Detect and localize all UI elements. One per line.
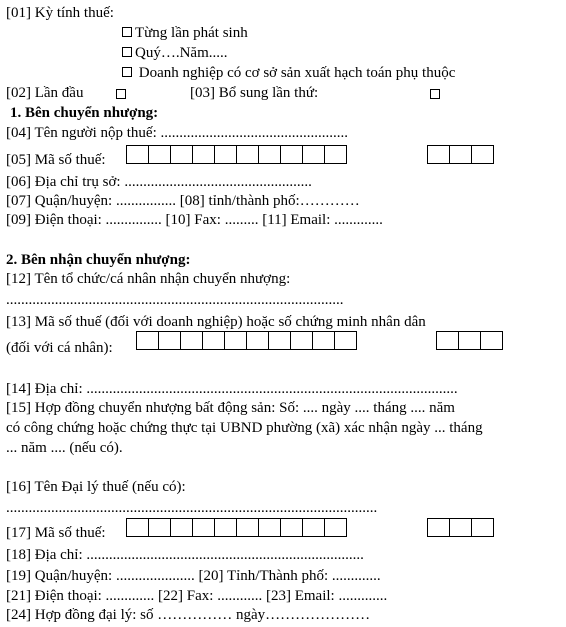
- digit-box[interactable]: [192, 145, 215, 164]
- digit-box[interactable]: [158, 331, 181, 350]
- digit-box[interactable]: [148, 518, 171, 537]
- agent-address-field[interactable]: [18] Địa chỉ: ..........................................................................: [6, 547, 364, 563]
- contract-line1[interactable]: [15] Hợp đồng chuyển nhượng bất động sản: Số: .... ngày .... tháng .... năm: [6, 400, 455, 416]
- checkbox-quarter-year[interactable]: [122, 47, 132, 57]
- agent-contacts-field[interactable]: [21] Điện thoại: ............. [22] Fax: ............ [23] Email: .............: [6, 588, 388, 604]
- checkbox-dependent[interactable]: [122, 67, 132, 77]
- digit-box[interactable]: [214, 145, 237, 164]
- transferee-id-boxes[interactable]: [136, 331, 357, 350]
- agent-tax-code-branch-boxes[interactable]: [427, 518, 494, 537]
- transferee-id-label-line2: (đối với cá nhân):: [6, 340, 113, 356]
- digit-box[interactable]: [427, 518, 450, 537]
- contract-line2[interactable]: có công chứng hoặc chứng thực tại UBND phường (xã) xác nhận ngày ... tháng: [6, 420, 483, 436]
- digit-box[interactable]: [214, 518, 237, 537]
- digit-box[interactable]: [449, 518, 472, 537]
- option-quarter-year-label: Quý….Năm.....: [135, 45, 228, 61]
- digit-box[interactable]: [458, 331, 481, 350]
- digit-box[interactable]: [302, 518, 325, 537]
- digit-box[interactable]: [180, 331, 203, 350]
- digit-box[interactable]: [334, 331, 357, 350]
- agent-tax-code-label: [17] Mã số thuế:: [6, 525, 106, 541]
- digit-box[interactable]: [449, 145, 472, 164]
- first-time-label: [02] Lần đầu: [6, 85, 84, 101]
- digit-box[interactable]: [258, 145, 281, 164]
- digit-box[interactable]: [258, 518, 281, 537]
- option-dependent[interactable]: [122, 64, 455, 82]
- transferor-district-city-field[interactable]: [07] Quận/huyện: ................ [08] tỉnh/thành phố:…………: [6, 193, 360, 209]
- digit-box[interactable]: [427, 145, 450, 164]
- digit-box[interactable]: [290, 331, 313, 350]
- option-each-time[interactable]: [122, 24, 248, 42]
- taxpayer-name-field[interactable]: [04] Tên người nộp thuế: ..................................................: [6, 125, 349, 141]
- contract-line3[interactable]: ... năm .... (nếu có).: [6, 440, 123, 456]
- agent-name-field[interactable]: ...................................................................................................: [6, 500, 378, 516]
- digit-box[interactable]: [202, 331, 225, 350]
- digit-box[interactable]: [136, 331, 159, 350]
- transferee-id-branch-boxes[interactable]: [436, 331, 503, 350]
- digit-box[interactable]: [268, 331, 291, 350]
- transferor-tax-code-boxes[interactable]: [126, 145, 347, 164]
- digit-box[interactable]: [324, 518, 347, 537]
- tax-period-label: [01] Kỳ tính thuế:: [6, 5, 114, 21]
- digit-box[interactable]: [192, 518, 215, 537]
- transferor-heading: 1. Bên chuyển nhượng:: [10, 105, 159, 121]
- digit-box[interactable]: [471, 145, 494, 164]
- agent-contract-field[interactable]: [24] Hợp đồng đại lý: số …………… ngày…………………: [6, 607, 371, 623]
- digit-box[interactable]: [170, 145, 193, 164]
- digit-box[interactable]: [280, 518, 303, 537]
- agent-name-label: [16] Tên Đại lý thuế (nếu có):: [6, 479, 186, 495]
- digit-box[interactable]: [126, 145, 149, 164]
- digit-box[interactable]: [148, 145, 171, 164]
- supplement-checkbox[interactable]: [430, 89, 440, 99]
- checkbox-each-time[interactable]: [122, 27, 132, 37]
- digit-box[interactable]: [170, 518, 193, 537]
- digit-box[interactable]: [246, 331, 269, 350]
- transferor-tax-code-branch-boxes[interactable]: [427, 145, 494, 164]
- transferee-id-label-line1: [13] Mã số thuế (đối với doanh nghiệp) hoặc số chứng minh nhân dân: [6, 314, 426, 330]
- option-each-time-label: Từng lần phát sinh: [135, 25, 248, 41]
- digit-box[interactable]: [236, 145, 259, 164]
- digit-box[interactable]: [126, 518, 149, 537]
- transferor-contacts-field[interactable]: [09] Điện thoại: ............... [10] Fax: ......... [11] Email: .............: [6, 212, 383, 228]
- digit-box[interactable]: [280, 145, 303, 164]
- option-quarter-year[interactable]: [122, 44, 228, 62]
- digit-box[interactable]: [236, 518, 259, 537]
- transferee-name-label: [12] Tên tổ chức/cá nhân nhận chuyển nhượng:: [6, 271, 291, 287]
- digit-box[interactable]: [302, 145, 325, 164]
- digit-box[interactable]: [312, 331, 335, 350]
- transferor-address-field[interactable]: [06] Địa chỉ trụ sở: ..................................................: [6, 174, 312, 190]
- transferee-name-field[interactable]: ..........................................................................................: [6, 292, 344, 308]
- digit-box[interactable]: [324, 145, 347, 164]
- first-time-checkbox[interactable]: [116, 89, 126, 99]
- transferee-address-field[interactable]: [14] Địa chỉ: ...................................................................................................: [6, 381, 458, 397]
- digit-box[interactable]: [436, 331, 459, 350]
- agent-district-city-field[interactable]: [19] Quận/huyện: ..................... [20] Tỉnh/Thành phố: .............: [6, 568, 381, 584]
- supplement-label: [03] Bổ sung lần thứ:: [190, 85, 319, 101]
- digit-box[interactable]: [480, 331, 503, 350]
- agent-tax-code-boxes[interactable]: [126, 518, 347, 537]
- digit-box[interactable]: [471, 518, 494, 537]
- transferor-tax-code-label: [05] Mã số thuế:: [6, 152, 106, 168]
- option-dependent-label: Doanh nghiệp có cơ sở sản xuất hạch toán phụ thuộc: [135, 65, 456, 81]
- transferee-heading: 2. Bên nhận chuyển nhượng:: [6, 252, 191, 268]
- digit-box[interactable]: [224, 331, 247, 350]
